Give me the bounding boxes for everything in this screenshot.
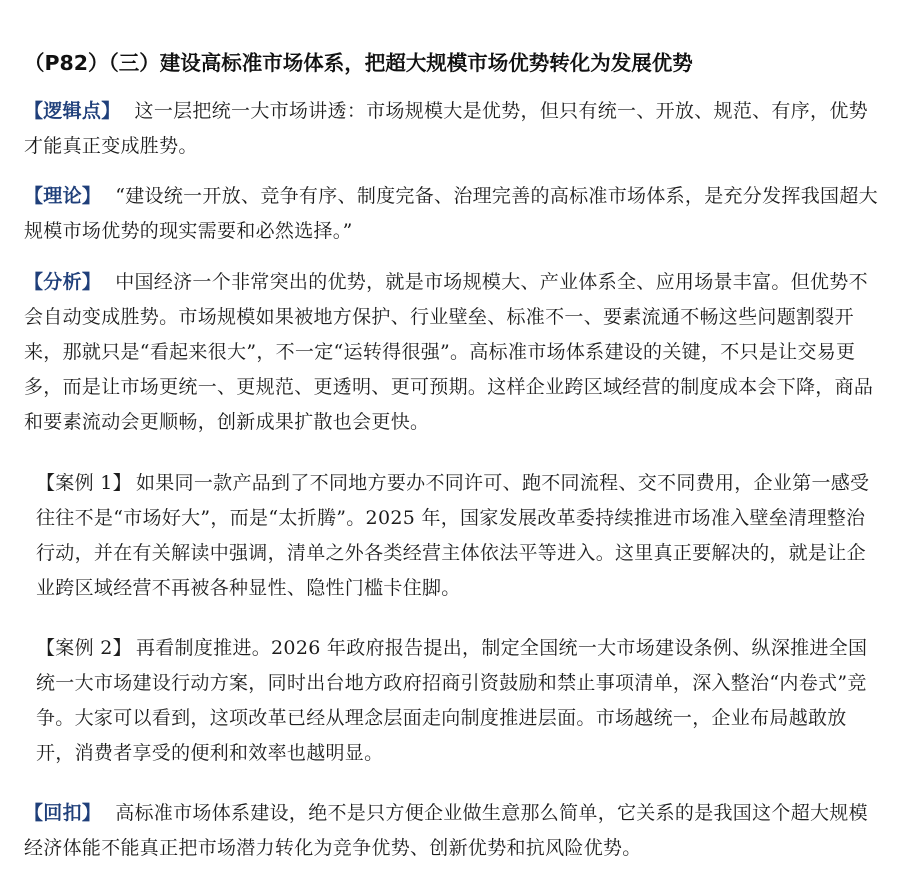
recap-tag: 【回扣】: [24, 802, 102, 824]
case-2-paragraph: [24, 631, 880, 771]
case-2-text: 再看制度推进。2026 年政府报告提出，制定全国统一大市场建设条例、纵深推进全国统一大市场建设行动方案，同时出台地方政府招商引资鼓励和禁止事项清单，深入整治“内卷式”竞争。大家可以看到，这项改革已经从理念层面走向制度推进层面。市场越统一，企业布局越敢放开，消费者享受的便利和效率也越明显。: [36, 637, 868, 764]
analysis-text: 中国经济一个非常突出的优势，就是市场规模大、产业体系全、应用场景丰富。但优势不会自动变成胜势。市场规模如果被地方保护、行业壁垒、标准不一、要素流通不畅这些问题割裂开来，那就只是“看起来很大”，不一定“运转得很强”。高标准市场体系建设的关键，不只是让交易更多，而是让市场更统一、更规范、更透明、更可预期。这样企业跨区域经营的制度成本会下降，商品和要素流动会更顺畅，创新成果扩散也会更快。: [24, 271, 874, 433]
section-title: （P82）（三）建设高标准市场体系，把超大规模市场优势转化为发展优势: [24, 51, 693, 75]
case-1-paragraph: [24, 466, 880, 606]
case-2-tag: 【案例 2】: [36, 637, 132, 659]
logic-point-paragraph: [24, 94, 880, 164]
analysis-tag: 【分析】: [24, 271, 102, 293]
case-1-text: 如果同一款产品到了不同地方要办不同许可、跑不同流程、交不同费用，企业第一感受往往不是“市场好大”，而是“太折腾”。2025 年，国家发展改革委持续推进市场准入壁垒清理整治行动，并在有关解读中强调，清单之外各类经营主体依法平等进入。这里真正要解决的，就是让企业跨区域经营不再被各种显性、隐性门槛卡住脚。: [36, 472, 870, 599]
recap-text: 高标准市场体系建设，绝不是只方便企业做生意那么简单，它关系的是我国这个超大规模经济体能不能真正把市场潜力转化为竞争优势、创新优势和抗风险优势。: [24, 802, 868, 859]
theory-tag: 【理论】: [24, 185, 102, 207]
theory-text: “建设统一开放、竞争有序、制度完备、治理完善的高标准市场体系，是充分发挥我国超大规模市场优势的现实需要和必然选择。”: [24, 185, 878, 242]
case-1-tag: 【案例 1】: [36, 472, 132, 494]
logic-point-tag: 【逻辑点】: [24, 100, 121, 122]
analysis-paragraph: [24, 265, 880, 440]
recap-paragraph: [24, 796, 880, 866]
logic-point-text: 这一层把统一大市场讲透：市场规模大是优势，但只有统一、开放、规范、有序，优势才能真正变成胜势。: [24, 100, 868, 157]
theory-paragraph: [24, 179, 880, 249]
